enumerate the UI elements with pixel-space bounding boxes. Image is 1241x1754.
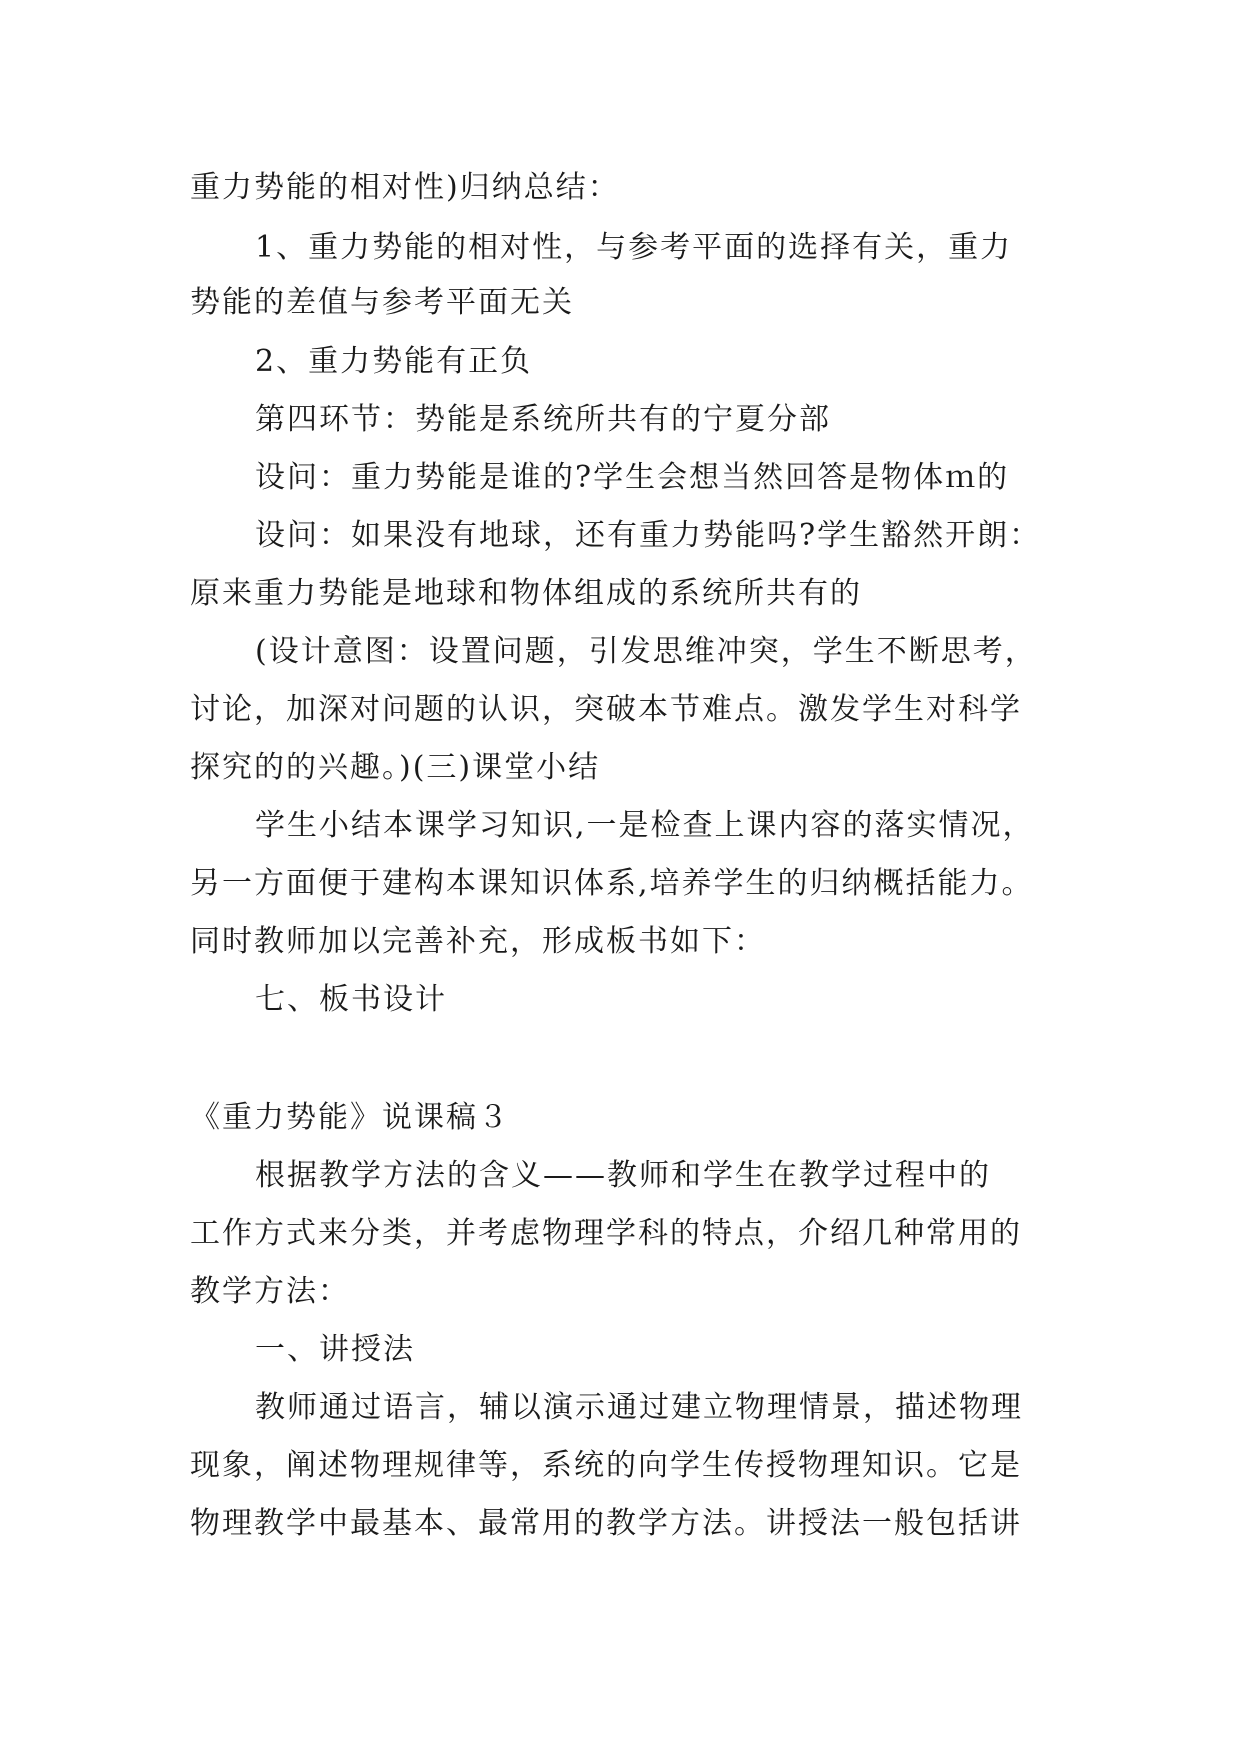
text-line: 根据教学方法的含义——教师和学生在教学过程中的 <box>255 1158 991 1193</box>
text-line: 1、重力势能的相对性，与参考平面的选择有关，重力 <box>255 230 1013 265</box>
text-line: 势能的差值与参考平面无关 <box>190 285 574 320</box>
text-line: (设计意图：设置问题，引发思维冲突，学生不断思考， <box>255 634 1037 669</box>
text-line: 另一方面便于建构本课知识体系,培养学生的归纳概括能力。 <box>190 866 1034 901</box>
text-line: 重力势能的相对性)归纳总结： <box>190 170 620 205</box>
text-line: 教学方法： <box>190 1274 350 1309</box>
text-line: 探究的的兴趣。)(三)课堂小结 <box>190 750 601 785</box>
text-line: 工作方式来分类，并考虑物理学科的特点，介绍几种常用的 <box>190 1216 1022 1251</box>
text-line: 物理教学中最基本、最常用的教学方法。讲授法一般包括讲 <box>190 1506 1022 1541</box>
section-heading: 《重力势能》说课稿３ <box>190 1100 510 1135</box>
text-line: 现象，阐述物理规律等，系统的向学生传授物理知识。它是 <box>190 1448 1022 1483</box>
text-line: 七、板书设计 <box>255 982 447 1017</box>
text-line: 学生小结本课学习知识,一是检查上课内容的落实情况， <box>255 808 1035 843</box>
text-line: 讨论，加深对问题的认识，突破本节难点。激发学生对科学 <box>190 692 1022 727</box>
text-line: 设问：重力势能是谁的?学生会想当然回答是物体ｍ的 <box>255 460 1010 495</box>
text-line: 第四环节：势能是系统所共有的宁夏分部 <box>255 402 831 437</box>
text-line: 同时教师加以完善补充，形成板书如下： <box>190 924 766 959</box>
text-line: 设问：如果没有地球，还有重力势能吗?学生豁然开朗： <box>255 518 1042 553</box>
text-line: 2、重力势能有正负 <box>255 344 533 379</box>
text-line: 原来重力势能是地球和物体组成的系统所共有的 <box>190 576 862 611</box>
text-line: 一、讲授法 <box>255 1332 415 1367</box>
text-line: 教师通过语言，辅以演示通过建立物理情景，描述物理 <box>255 1390 1023 1425</box>
